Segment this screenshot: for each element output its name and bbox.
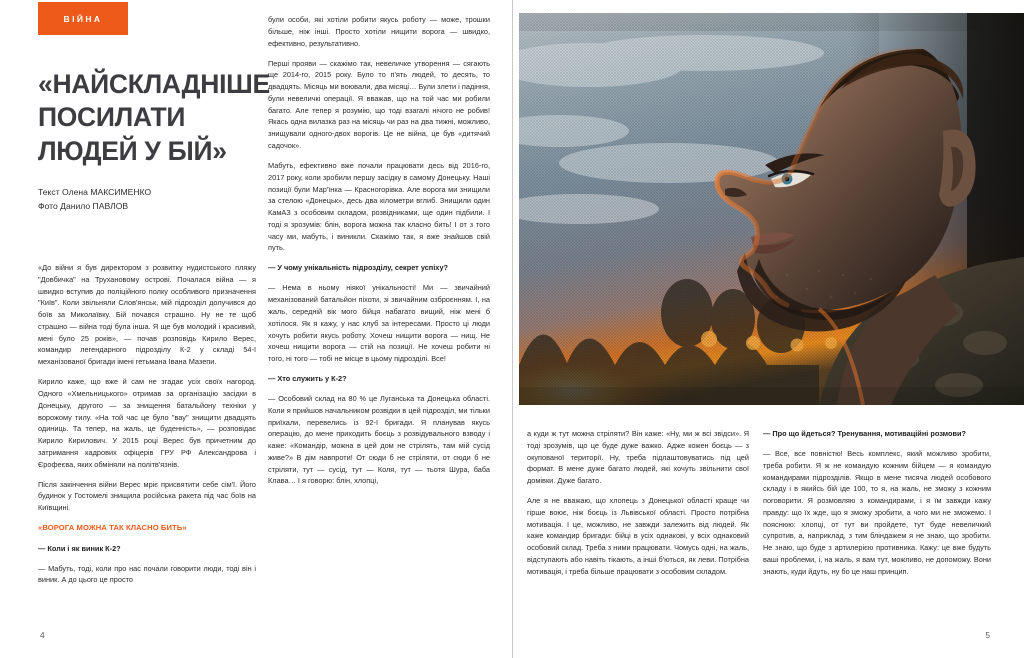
body-paragraph: Після закінчення війни Верес мріє присвятити себе сім'ї. Його будинок у Гостомелі знищила російська ракета під час боїв на Київщині. (38, 479, 256, 513)
section-heading: «ВОРОГА МОЖНА ТАК КЛАСНО БИТЬ» (38, 523, 187, 533)
body-paragraph: Але я не вважаю, що хлопець з Донецької області краще чи гірше воює, ніж боєць із Львівської області. Просто потрібна мотивація. І це, можливо, не завжди залежить від людей. Як каже командир бригади: бійці в усіх однакові, у всіх однаковий особовий склад. Треба з ними працювати. Чомусь одні, на жаль, відступають або навіть тікають, а інші б'ються, як леви. Потрібна мотивація, і треба більше працювати з особовим складом. (527, 496, 749, 576)
interview-question: — У чому унікальність підрозділу, секрет успіху? (268, 263, 449, 273)
body-paragraph: Мабуть, ефективно вже почали працювати десь від 2016-го, 2017 року, коли зробили першу засідку в самому Донецьку. Наші позиції були Мар'їнка — Красногорівка. Але ворога ми знищили за стелою «Донецьк», десь два кілометри вглиб. Знищили один КамАЗ з особовим складом, розвідниками, ще один підбили. І тоді я зрозумів: блін, ворога можна так класно бить! І от з того часу ми, мабуть, і виникли. Скажімо так, я вже знайшов свій путь. (268, 160, 490, 253)
page-title: «НАЙСКЛАДНІШЕ ПОСИЛАТИ ЛЮДЕЙ У БІЙ» (38, 69, 270, 166)
photo-illustration (519, 13, 1024, 405)
article-column-2 (268, 14, 490, 487)
article-column-3 (527, 428, 749, 578)
byline-text-credit: Текст Олена МАКСИМЕНКО (38, 187, 152, 197)
folio-page-number-right: 5 (985, 630, 990, 640)
folio-page-number-left: 4 (40, 630, 45, 640)
body-paragraph: Кирило каже, що вже й сам не згадає усіх своїх нагород. Одного «Хмельницького» отримав за організацію засідки в Донецьку, другого — за знищення батальйону техніки у ворожому тилу. «На той час це було "вау" знищити двадцять одиниць. Та тепер, на жаль, це буденність», — розповідає Кирило Кирилович. У 2015 році Верес був причетним до затримання кадрових офіцерів ГРУ РФ Александрова і Єрофеєва, яких обміняли на політв'язнів. (38, 377, 256, 469)
category-tag: ВІЙНА (38, 2, 128, 35)
interview-question: — Коли і як виник К-2? (38, 543, 121, 553)
article-column-4 (763, 428, 991, 578)
body-paragraph: — Все, все повністю! Весь комплекс, який можливо зробити, треба робити. Я ж не командую кожним бійцем — я командую командирами підрозділів. Якщо в мене тисяча людей особового складу і в якийсь бій іде 100, то я, на жаль, не зможу з кожним поговорити. Я розмовляю з командирами, і я їм завжди кажу правду: що їх жде, що я зможу зробити, а чого ми не зможемо. І пояснюю: хлопці, от тут ви пройдете, тут буде невеличкий супротив, а, наприклад, з тим бліндажем я не знаю, що зробити. Не знаю, що буде з артилерією противника. Кажу: це вже будуть ваші проблеми, і, на жаль, я вам тут, можливо, не допоможу. Вони знають, куди йдуть, ну бо це наш принцип. (763, 448, 991, 576)
byline (38, 186, 268, 214)
article-photo (519, 13, 1024, 405)
body-paragraph: а куди ж тут можна стріляти? Він каже: «Ну, ми ж всі звідси». Я тоді зрозумів, що це буде дуже важко. Адже кожен боєць — з окупованої території. Ну, треба підлаштовуватись під цей формат. В мене дуже багато людей, які хочуть звільнити свої домівки. Дуже багато. (527, 429, 749, 486)
body-paragraph: — Особовий склад на 80 % це Луганська та Донецька області. Коли я прийшов начальником розвідки в цей підрозділ, ми тільки приїхали, перевелись із 92-ї бригади. Я планував якусь операцію, до мене приходить боєць з розвідувального взводу і каже: «Командір, можна в цей дом не стрілять, там мій сусід живе?» В дім навпроти! От сюди б не стріляти, от сюди б не стріляти, тут — сусід, тут — Коля, тут — тьотя Шура, баба Клава… І я говорю: блін, хлопці, (268, 394, 490, 486)
interview-question: — Хто служить у К-2? (268, 374, 347, 384)
byline-photo-credit: Фото Данило ПАВЛОВ (38, 200, 129, 211)
body-paragraph: — Мабуть, тоді, коли про нас почали говорити люди, тоді він і виник. А до цього це просто (38, 563, 256, 585)
body-paragraph: «До війни я був директором з розвитку нудистського пляжу "Довбичка" на Трухановому острові. Почалася війна — я швидко вступив до поліційного полку особливого призначення "Київ". Коли звільняли Слов'янськ, мій підрозділ долучився до боїв за Миколаївку. Бій почався страшно. Ну не те щоб страшно — війна тоді була інша. Я ще був молодий і красивий, мені було 25 років», — почав розповідь Кирило Верес, командир легендарного підрозділу К-2 у складі 54-ї механізованої бригади імені гетьмана Івана Мазепи. (38, 263, 256, 367)
interview-question: — Про що йдеться? Тренування, мотиваційні розмови? (763, 429, 967, 438)
body-paragraph: Перші прояви — скажімо так, невеличке утворення — сягають ще 2014-го, 2015 року. Було то п'ять людей, то десять, то двадцять. Місяць ми воювали, два місяці… Були злети і падіння, були невеличкі операції. Я вважав, що на той час ми робили багато. Але тепер я розумію, що тоді взагалі нічого не робив! Якась одна вилазка раз на місяць чи раз на два тижні, можливо, знищували одного-двох ворогів. Це не війна, це був «дитячий садочок». (268, 58, 490, 150)
body-paragraph: — Нема в ньому ніякої унікальності! Ми — звичайний механізований батальйон піхоти, зі звичайним озброєнням. І, на жаль, середній вік мого бійця набагато вищий, ніж мені б хотілося. Як я кажу, у нас клуб за інтересами. Просто ці люди хочуть робити якусь роботу. Хочеш нищити ворога — нищ. Не хочеш нищити ворога — стій на позиції. Не хочеш робити ні того, ні того — тобі не місце в цьому підрозділі. Все! (268, 283, 490, 364)
article-column-1 (38, 262, 256, 586)
body-paragraph: були особи, які хотіли робити якусь роботу — може, трошки більше, ніж інші. Просто хотіли нищити ворога — швидко, ефективно, результативно. (268, 15, 490, 48)
